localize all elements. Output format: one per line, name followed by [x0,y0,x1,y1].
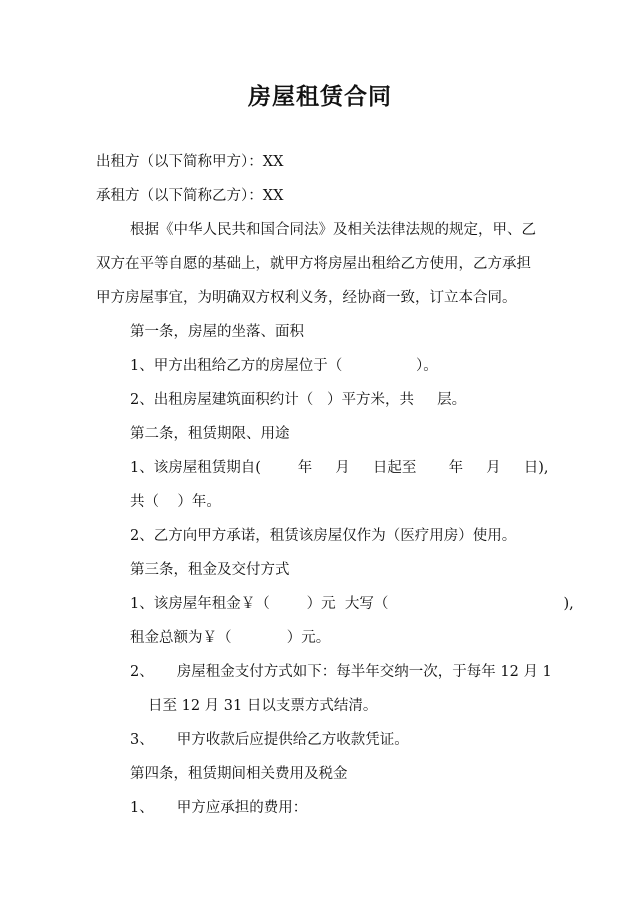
article-2-heading: 第二条，租赁期限、用途 [130,426,290,442]
article-3-clause-2: 2、 房屋租金支付方式如下：每半年交纳一次，于每年 12 月 1 [130,664,552,680]
article-3-heading: 第三条，租金及交付方式 [130,562,290,578]
article-4-clause-1: 1、 甲方应承担的费用： [130,800,308,816]
lessee-line: 承租方（以下简称乙方）：XX [96,188,284,204]
article-2-clause-1: 1、该房屋租赁期自( 年 月 日起至 年 月 日), [130,460,549,476]
article-3-clause-2-cont: 日至 12 月 31 日以支票方式结清。 [148,698,378,714]
article-3-clause-1: 1、该房屋年租金￥（ ）元 大写（ ), [130,596,574,612]
article-3-clause-1-cont: 租金总额为￥（ ）元。 [130,630,331,646]
article-2-clause-1-cont: 共（ ）年。 [130,494,221,510]
article-3-clause-3: 3、 甲方收款后应提供给乙方收款凭证。 [130,732,409,748]
document-title: 房屋租赁合同 [248,83,392,110]
article-4-heading: 第四条，租赁期间相关费用及税金 [130,766,348,782]
article-1-clause-1: 1、甲方出租给乙方的房屋位于（ ）。 [130,358,438,374]
article-2-clause-2: 2、乙方向甲方承诺，租赁该房屋仅作为（医疗用房）使用。 [130,528,517,544]
lessor-line: 出租方（以下简称甲方）：XX [96,154,284,170]
preamble-line-3: 甲方房屋事宜，为明确双方权利义务，经协商一致，订立本合同。 [96,290,517,306]
article-1-clause-2: 2、出租房屋建筑面积约计（ ）平方米，共 层。 [130,392,467,408]
article-1-heading: 第一条，房屋的坐落、面积 [130,324,304,340]
preamble-line-1: 根据《中华人民共和国合同法》及相关法律法规的规定，甲、乙 [130,222,536,238]
preamble-line-2: 双方在平等自愿的基础上，就甲方将房屋出租给乙方使用，乙方承担 [96,256,531,272]
